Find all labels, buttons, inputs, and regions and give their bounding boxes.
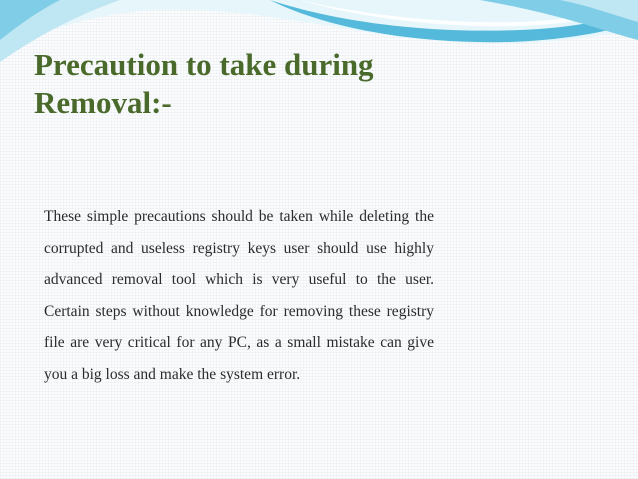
slide-title: Precaution to take during Removal:-	[34, 47, 374, 120]
body-paragraph: These simple precautions should be taken while deleting the corrupted and useless registry keys user should use highly advanced removal tool which is very useful to the user. Certain steps without knowledge for removing these registry file are very critical for any PC, as a small mistake can give you a big loss and make the system error.	[44, 208, 434, 383]
